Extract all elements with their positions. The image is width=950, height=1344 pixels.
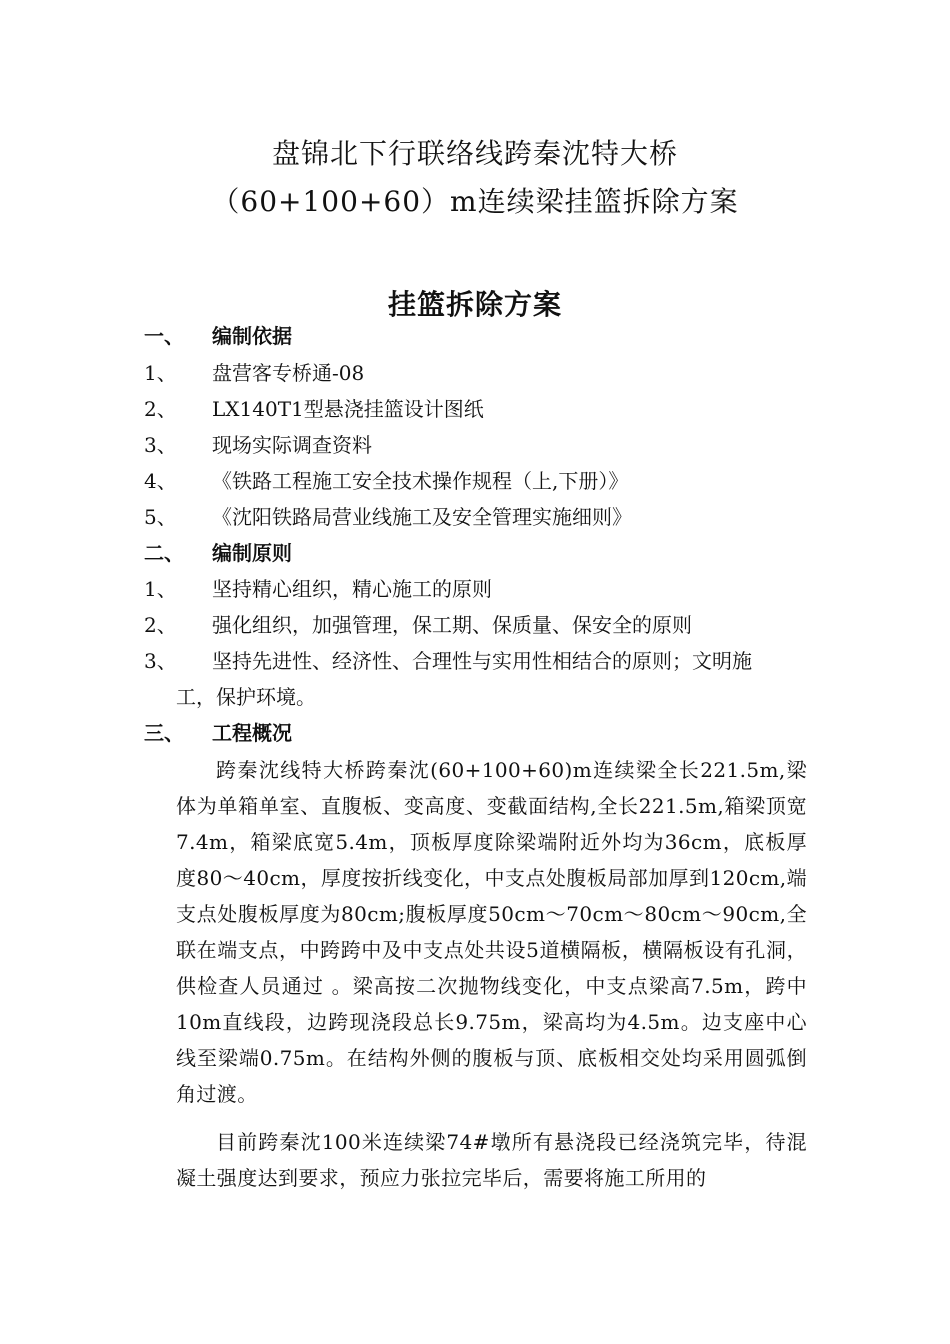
- list-item: [0, 571, 950, 607]
- list-item-number: 5、: [144, 505, 177, 529]
- body-paragraph: 目前跨秦沈100米连续梁74#墩所有悬浇段已经浇筑完毕，待混凝土强度达到要求，预应力张拉完毕后，需要将施工所用的: [176, 1130, 807, 1190]
- list-item-number: 2、: [144, 397, 177, 421]
- list-item-number: 1、: [144, 361, 177, 385]
- list-item-text: 坚持精心组织，精心施工的原则: [212, 577, 492, 601]
- list-item-text: 《铁路工程施工安全技术操作规程（上,下册）》: [212, 469, 629, 493]
- list-item-continuation: [0, 679, 950, 715]
- list-item-number: 3、: [144, 649, 177, 673]
- list-item: [0, 643, 950, 679]
- list-item: [0, 463, 950, 499]
- list-item-number: 3、: [144, 433, 177, 457]
- list-item: [0, 607, 950, 643]
- list-item-number: 2、: [144, 613, 177, 637]
- list-item-continuation-text: 工，保护环境。: [176, 685, 316, 709]
- list-item-text: 强化组织，加强管理，保工期、保质量、保安全的原则: [212, 613, 692, 637]
- list-item-text: 盘营客专桥通-08: [212, 361, 365, 385]
- section-heading-1: [0, 318, 950, 354]
- section-title: 工程概况: [212, 721, 292, 745]
- document-title-line-1: 盘锦北下行联络线跨秦沈特大桥: [271, 137, 678, 170]
- list-item: [0, 499, 950, 535]
- list-item-text: LX140T1型悬浇挂篮设计图纸: [212, 397, 484, 421]
- list-item-text: 坚持先进性、经济性、合理性与实用性相结合的原则；文明施: [212, 649, 752, 673]
- list-item-number: 1、: [144, 577, 177, 601]
- list-item-number: 4、: [144, 469, 177, 493]
- body-paragraph: 跨秦沈线特大桥跨秦沈(60+100+60)m连续梁全长221.5m,梁体为单箱单室、直腹板、变高度、变截面结构,全长221.5m,箱梁顶宽7.4m，箱梁底宽5.4m，顶板厚度除梁端附近外均为36cm，底板厚度80～40cm，厚度按折线变化，中支点处腹板局部加厚到120cm,端支点处腹板厚度为80cm;腹板厚度50cm～70cm～80cm～90cm,全联在端支点，中跨跨中及中支点处共设5道横隔板，横隔板设有孔洞，供检查人员通过 。梁高按二次抛物线变化，中支点梁高7.5m，跨中10m直线段，边跨现浇段总长9.75m，梁高均为4.5m。边支座中心线至梁端0.75m。在结构外侧的腹板与顶、底板相交处均采用圆弧倒角过渡。: [176, 758, 807, 1106]
- section-number: 二、: [144, 541, 184, 565]
- section-number: 一、: [144, 324, 184, 348]
- section-number: 三、: [144, 721, 184, 745]
- list-item-text: 现场实际调查资料: [212, 433, 372, 457]
- section-title: 编制依据: [212, 324, 292, 348]
- section-heading-2: [0, 535, 950, 571]
- list-item-text: 《沈阳铁路局营业线施工及安全管理实施细则》: [212, 505, 632, 529]
- list-item: [0, 355, 950, 391]
- list-item: [0, 427, 950, 463]
- section-subtitle: 挂篮拆除方案: [387, 288, 562, 321]
- section-title: 编制原则: [212, 541, 292, 565]
- section-heading-3: [0, 715, 950, 751]
- list-item: [0, 391, 950, 427]
- document-title-line-2: （60+100+60）m连续梁挂篮拆除方案: [211, 185, 739, 218]
